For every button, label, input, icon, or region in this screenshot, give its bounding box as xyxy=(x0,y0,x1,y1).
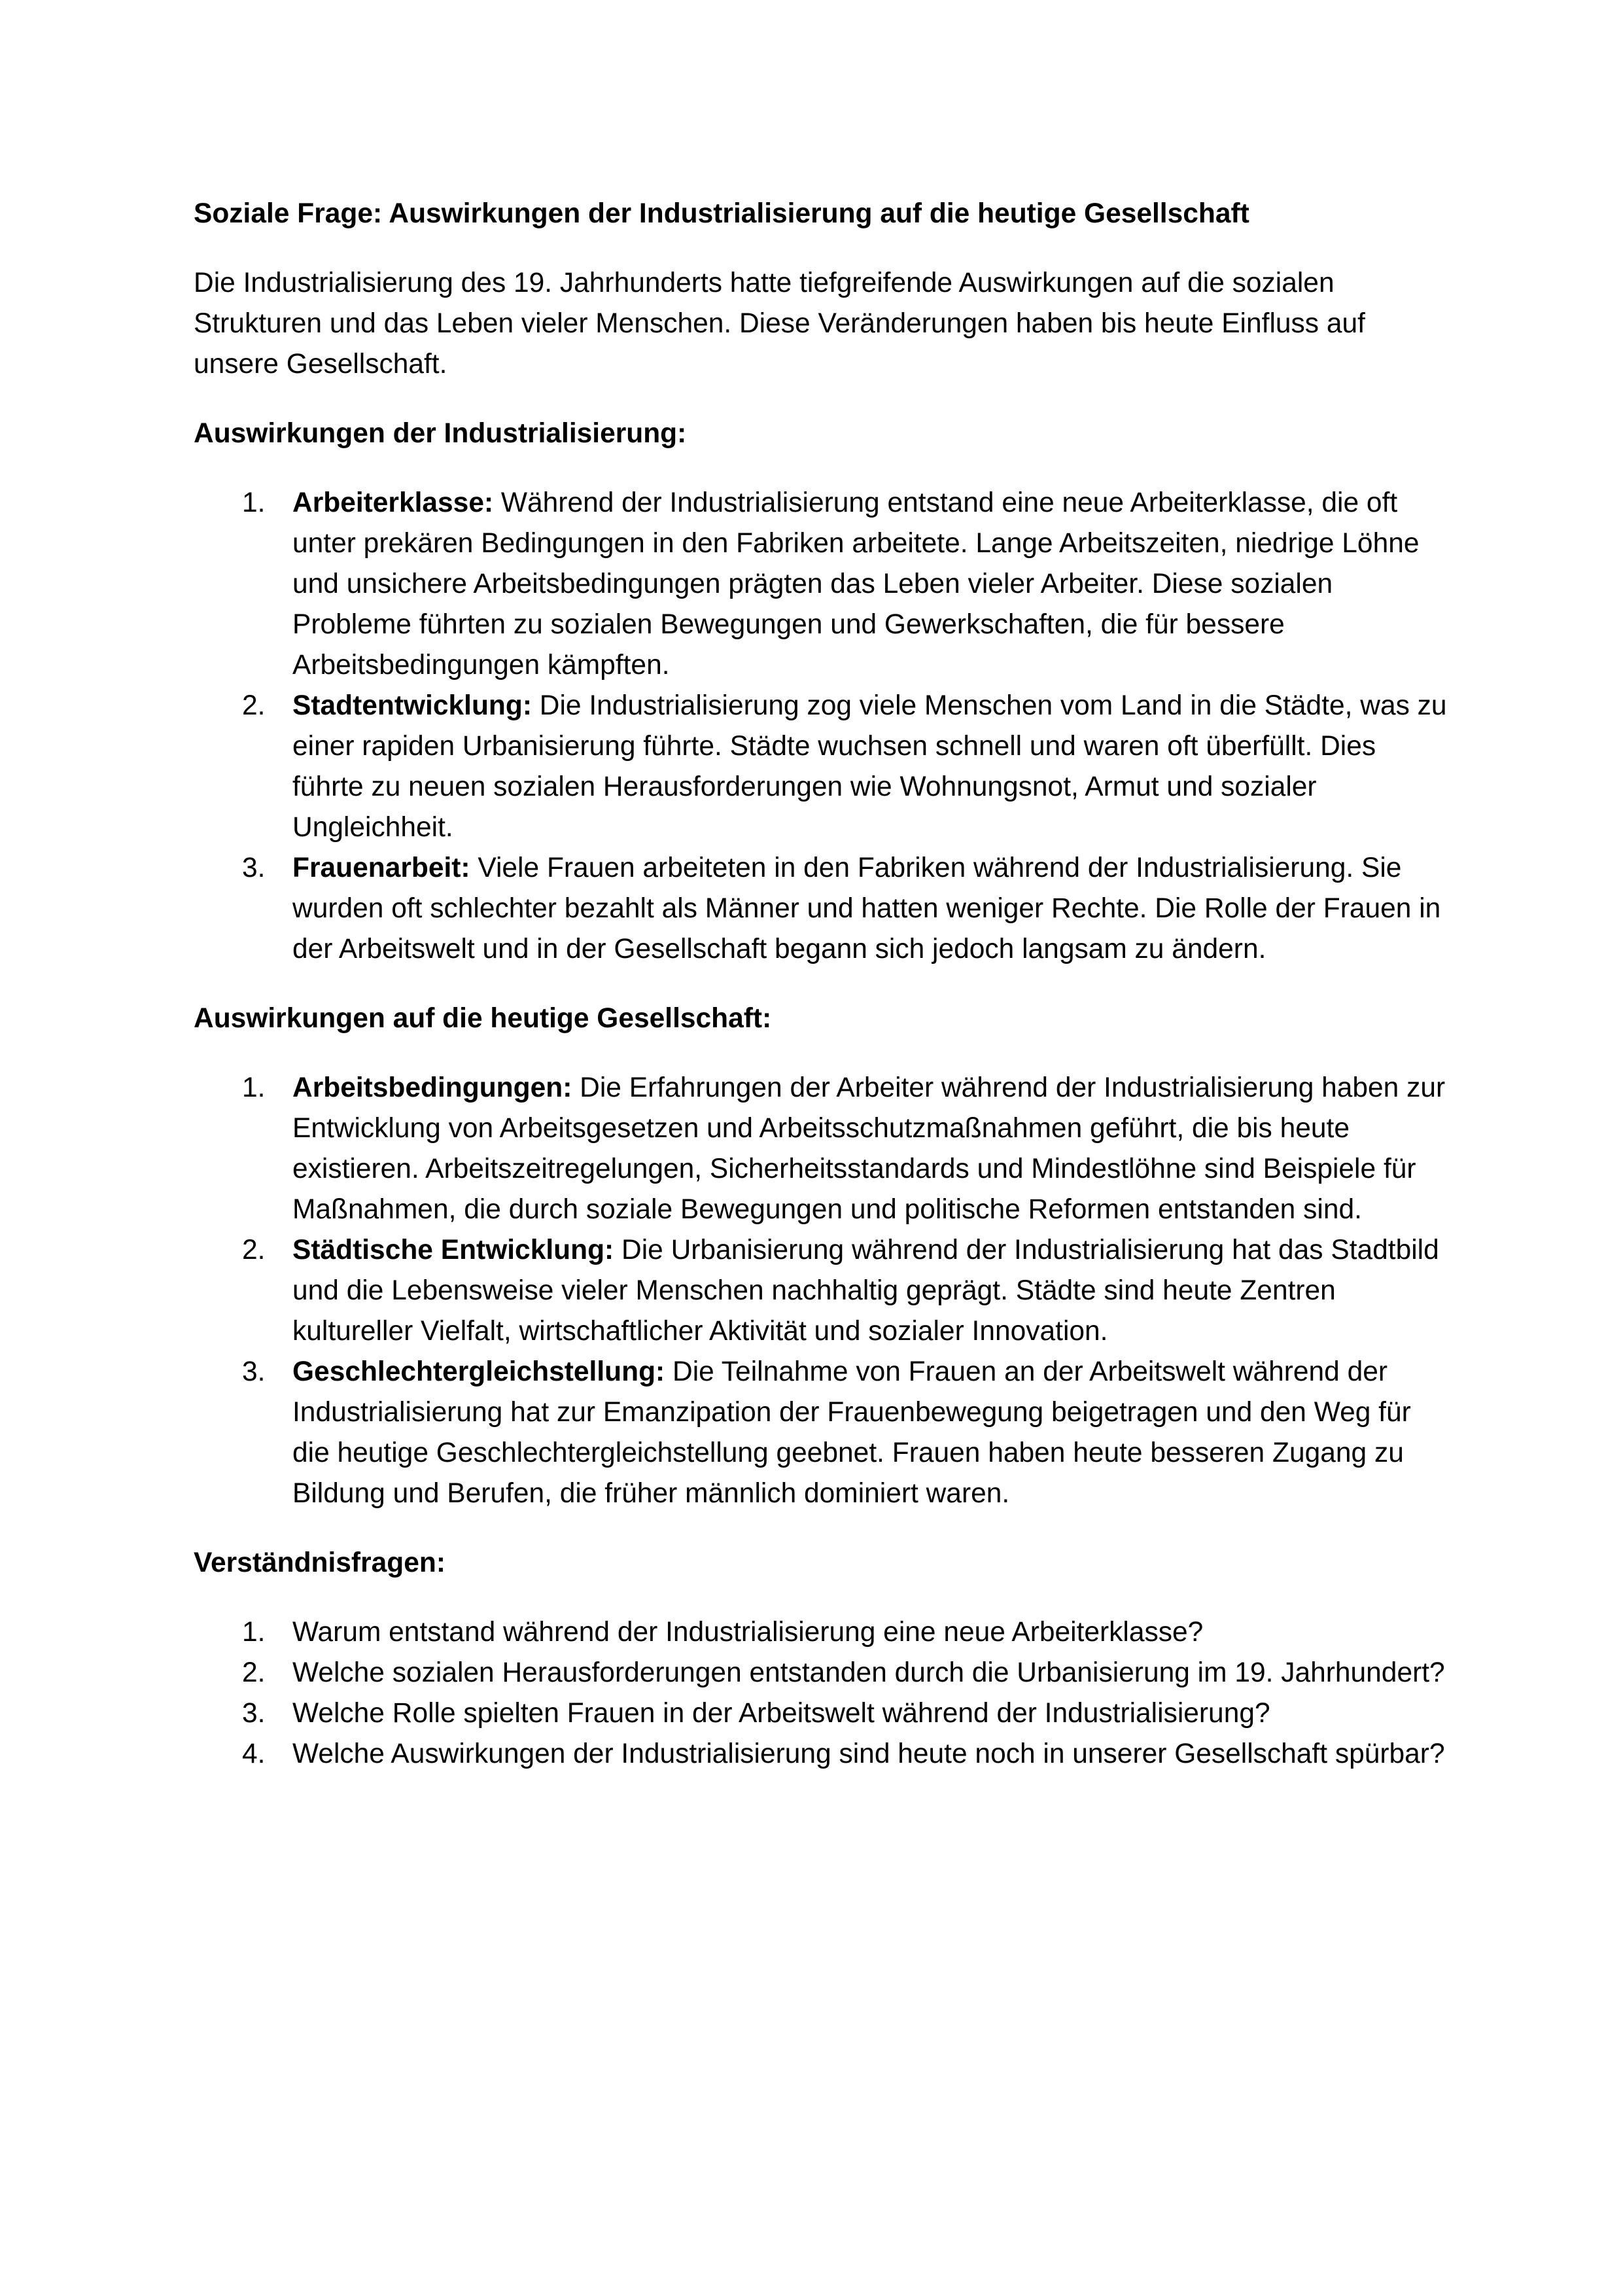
list-text: Welche Auswirkungen der Industrialisierung sind heute noch in unserer Gesellschaft spürbar? xyxy=(292,1739,1445,1769)
list-text: Welche Rolle spielten Frauen in der Arbeitswelt während der Industrialisierung? xyxy=(292,1698,1270,1729)
section-heading-auswirkungen-heutige-gesellschaft: Auswirkungen auf die heutige Gesellschaft: xyxy=(194,1003,772,1034)
list-number: 1. xyxy=(242,1617,266,1648)
list-number: 2. xyxy=(242,1657,266,1688)
list-text: Die Erfahrungen der Arbeiter während der Industrialisierung haben zur Entwicklung von Arbeitsgesetzen und Arbeitsschutzmaßnahmen geführt, die bis heute existieren. Arbeitszeitregelungen, Sicherheitsstandards und Mindestlöhne sind Beispiele für Maßnahmen, die durch soziale Bewegungen und politische Reformen entstanden sind. xyxy=(292,1072,1446,1225)
list-text: Warum entstand während der Industrialisierung eine neue Arbeiterklasse? xyxy=(292,1617,1204,1648)
list-auswirkungen-heutige-gesellschaft xyxy=(194,1068,1450,1514)
section-heading-verstaendnisfragen: Verständnisfragen: xyxy=(194,1547,445,1578)
list-text: Während der Industrialisierung entstand eine neue Arbeiterklasse, die oft unter prekären Bedingungen in den Fabriken arbeitete. Lange Arbeitszeiten, niedrige Löhne und unsichere Arbeitsbedingungen prägten das Leben vieler Arbeiter. Diese sozialen Probleme führten zu sozialen Bewegungen und Gewerkschaften, die für bessere Arbeitsbedingungen kämpften. xyxy=(292,487,1420,680)
list-verstaendnisfragen xyxy=(194,1612,1450,1775)
list-number: 2. xyxy=(242,1235,266,1265)
list-text: Welche sozialen Herausforderungen entstanden durch die Urbanisierung im 19. Jahrhundert? xyxy=(292,1657,1445,1688)
list-item xyxy=(194,1612,1450,1653)
list-number: 2. xyxy=(242,690,266,721)
list-text: Die Industrialisierung zog viele Menschen vom Land in die Städte, was zu einer rapiden Urbanisierung führte. Städte wuchsen schnell und waren oft überfüllt. Dies führte zu neuen sozialen Herausforderungen wie Wohnungsnot, Armut und sozialer Ungleichheit. xyxy=(292,690,1447,843)
list-term: Geschlechtergleichstellung: xyxy=(292,1356,665,1387)
list-term: Städtische Entwicklung: xyxy=(292,1235,614,1265)
list-term: Stadtentwicklung: xyxy=(292,690,532,721)
document-title: Soziale Frage: Auswirkungen der Industrialisierung auf die heutige Gesellschaft xyxy=(194,198,1249,229)
list-item xyxy=(194,483,1450,686)
list-number: 1. xyxy=(242,1072,266,1103)
document-page xyxy=(194,194,1450,1803)
list-auswirkungen-industrialisierung xyxy=(194,483,1450,970)
list-text: Die Teilnahme von Frauen an der Arbeitswelt während der Industrialisierung hat zur Emanzipation der Frauenbewegung beigetragen und den Weg für die heutige Geschlechtergleichstellung geebnet. Frauen haben heute besseren Zugang zu Bildung und Berufen, die früher männlich dominiert waren. xyxy=(292,1356,1411,1509)
list-item xyxy=(194,1734,1450,1775)
list-text: Die Urbanisierung während der Industrialisierung hat das Stadtbild und die Lebensweise vieler Menschen nachhaltig geprägt. Städte sind heute Zentren kultureller Vielfalt, wirtschaftlicher Aktivität und sozialer Innovation. xyxy=(292,1235,1439,1347)
list-term: Arbeitsbedingungen: xyxy=(292,1072,572,1103)
list-item xyxy=(194,1352,1450,1514)
list-item xyxy=(194,1653,1450,1693)
list-number: 3. xyxy=(242,1356,266,1387)
list-number: 4. xyxy=(242,1739,266,1769)
intro-paragraph: Die Industrialisierung des 19. Jahrhunderts hatte tiefgreifende Auswirkungen auf die sozialen Strukturen und das Leben vieler Menschen. Diese Veränderungen haben bis heute Einfluss auf unsere Gesellschaft. xyxy=(194,268,1365,380)
list-item xyxy=(194,1068,1450,1230)
list-item xyxy=(194,1230,1450,1352)
list-term: Frauenarbeit: xyxy=(292,853,470,883)
list-item xyxy=(194,848,1450,970)
list-item xyxy=(194,686,1450,848)
list-term: Arbeiterklasse: xyxy=(292,487,494,518)
list-number: 3. xyxy=(242,853,266,883)
section-heading-auswirkungen-industrialisierung: Auswirkungen der Industrialisierung: xyxy=(194,418,687,449)
list-number: 3. xyxy=(242,1698,266,1729)
list-item xyxy=(194,1693,1450,1734)
list-number: 1. xyxy=(242,487,266,518)
list-text: Viele Frauen arbeiteten in den Fabriken während der Industrialisierung. Sie wurden oft schlechter bezahlt als Männer und hatten weniger Rechte. Die Rolle der Frauen in der Arbeitswelt und in der Gesellschaft begann sich jedoch langsam zu ändern. xyxy=(292,853,1441,964)
